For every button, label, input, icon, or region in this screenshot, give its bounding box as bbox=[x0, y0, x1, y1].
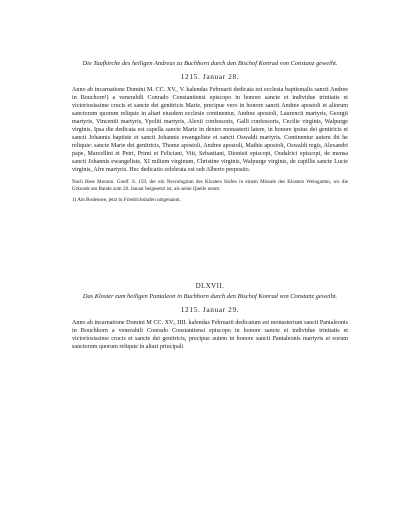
document-section-2 bbox=[72, 283, 348, 351]
doc2-date: 1215. Januar 29. bbox=[180, 305, 240, 314]
doc2-number: DLXVII. bbox=[195, 283, 225, 290]
doc2-body: Anno ab incarnatione Domini M CC. XV., IIII. kalendas Februarii dedicatum est monasterium sancti Pantaleonis in Bouchhorn a venerabili Conrado Constantiensi episcopo in honore sancte et individue trinitatis et victoriosissime crucis et sancte dei genitricis, precipue autem in honore sancti Pantaleonis martyris et eorum sanctorum quorum reliquie in altari principali bbox=[72, 320, 348, 351]
doc1-title: Die Taufkirche des heiligen Andreas zu Buchhorn durch den Bischof Konrad von Constanz geweiht. bbox=[82, 60, 338, 67]
doc1-footnote: 1) Am Bodensee, jetzt in Friedrichshafen umgenannt. bbox=[72, 196, 181, 203]
doc2-title: Das Kloster zum heiligen Pantaleon in Buchhorn durch den Bischof Konrad von Constanz geweiht. bbox=[82, 293, 338, 300]
doc1-body: Anno ab incarnatione Domini M. CC. XV., V. kalendas Februarii dedicata est ecclesia baptismalis sancti Andree in Bouchorn¹) a venerabili Conrado Constantiensi episcopo in honore sancte et individue trinitatis et victoriosissime crucis et sancte dei genitricis Marie, precipue vero in honore sancti Andree apostoli et aliorum sanctorum quorum reliquie in altari eiusdem ecclesie continentur, Andree apostoli, Laurencii martyris, Georgii martyris, Vincentii martyris, Ypoliti martyris, Alexii confessoris, Galli confessoris, Cecilie virginis, Walpurge virginis. Ipsa die dedicata est capella sancte Marie in dextro monasterii latere, in honore ipsius dei genitricis et sancti Johannis baptiste et sancti Johannis ewangeliste et sancti Oswaldi martyris. Continentur autem ibi he reliquie: sancte Marie dei genitricis, Thome apostoli, Andree apostoli, Mathie apostoli, Oswaldi regis, Alexandri pape, Marcellini et Petri, Primi et Feliciani, Viti, Sebastiani, Dionisii episcopi, Oudalrici episcopi, de mensa sancti Johannis ewangeliste, XI milium virginum, Christine virginis, Walpurge virginis, de capillis sancte Lucie virginis, Afre martyris. Hec dedicatio celebrata est sub Alberto preposito. bbox=[72, 87, 348, 174]
doc1-date: 1215. Januar 28. bbox=[180, 72, 240, 81]
document-section-1 bbox=[72, 60, 348, 204]
doc1-source-note: Nach Hess Monum. Guelf. S. 159, der ein Necrologium des Klosters Hofen in einem Missale des Klosters Weingarten, wo die Urkunde am Rande zum 28. Januar beigesetzt ist, als seine Quelle nennt. bbox=[72, 178, 348, 192]
